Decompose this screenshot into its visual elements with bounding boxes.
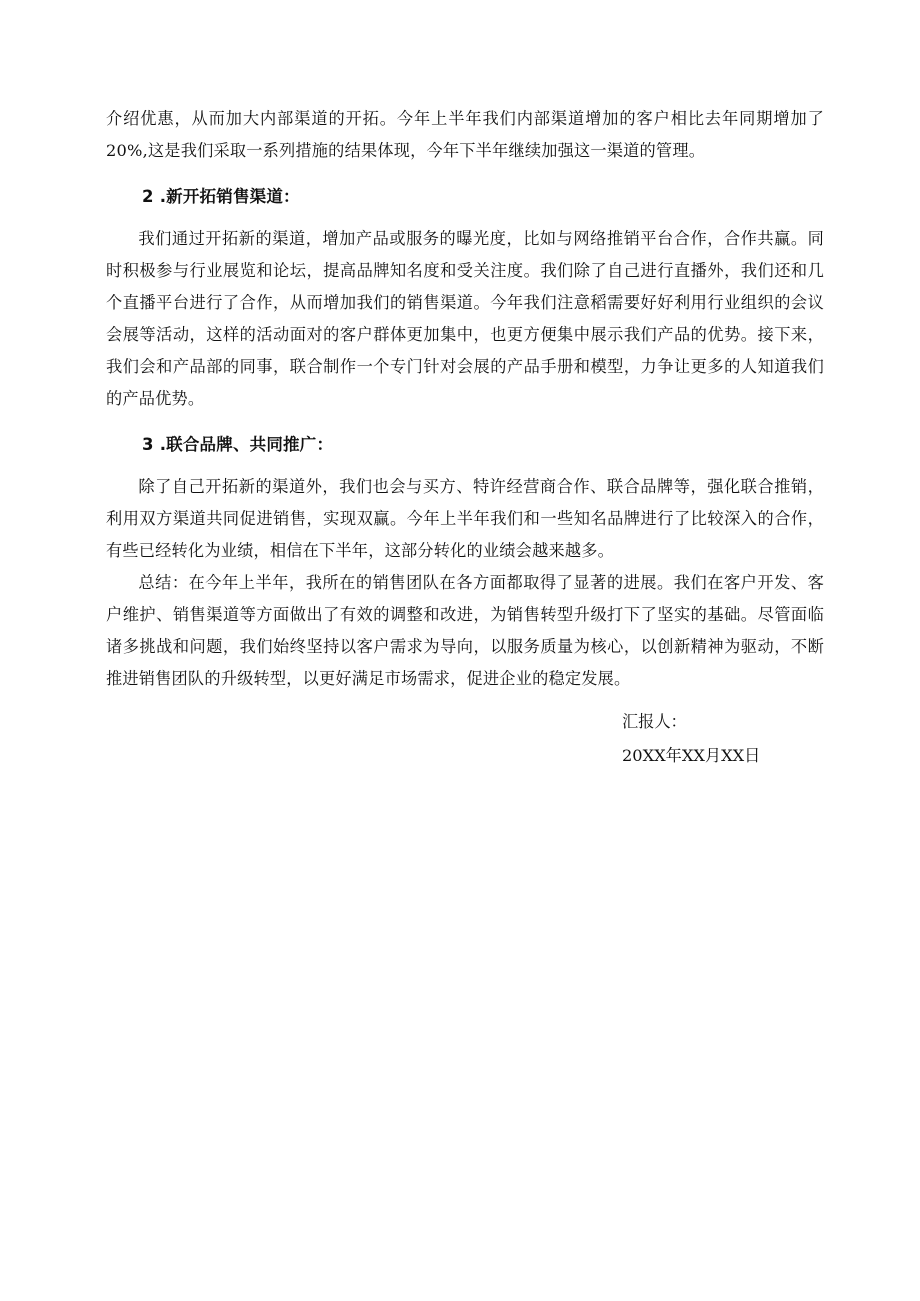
section-paragraph: 除了自己开拓新的渠道外，我们也会与买方、特许经营商合作、联合品牌等，强化联合推销，利用双方渠道共同促进销售，实现双赢。今年上半年我们和一些知名品牌进行了比较深入的合作，有些已经转化为业绩，相信在下半年，这部分转化的业绩会越来越多。 — [106, 477, 824, 560]
intro-paragraph: 介绍优惠，从而加大内部渠道的开拓。今年上半年我们内部渠道增加的客户相比去年同期增加了20%,这是我们采取一系列措施的结果体现，今年下半年继续加强这一渠道的管理。 — [106, 109, 824, 160]
section-heading-joint-brand — [106, 429, 824, 461]
reporter-label: 汇报人： — [622, 712, 687, 731]
report-date: 20XX年XX月XX日 — [622, 746, 761, 765]
document-body — [106, 103, 824, 695]
section-paragraph: 我们通过开拓新的渠道，增加产品或服务的曝光度，比如与网络推销平台合作，合作共赢。同时积极参与行业展览和论坛，提高品牌知名度和受关注度。我们除了自己进行直播外，我们还和几个直播平台进行了合作，从而增加我们的销售渠道。今年我们注意稻需要好好利用行业组织的会议会展等活动，这样的活动面对的客户群体更加集中，也更方便集中展示我们产品的优势。接下来，我们会和产品部的同事，联合制作一个专门针对会展的产品手册和模型，力争让更多的人知道我们的产品优势。 — [106, 229, 824, 408]
summary-paragraph: 总结：在今年上半年，我所在的销售团队在各方面都取得了显著的进展。我们在客户开发、客户维护、销售渠道等方面做出了有效的调整和改进，为销售转型升级打下了坚实的基础。尽管面临诸多挑战和问题，我们始终坚持以客户需求为导向，以服务质量为核心，以创新精神为驱动，不断推进销售团队的升级转型，以更好满足市场需求，促进企业的稳定发展。 — [106, 573, 824, 688]
section-number: 3 — [142, 435, 154, 454]
section-heading-new-channels — [106, 181, 824, 213]
section-title: .联合品牌、共同推广： — [159, 435, 334, 454]
section-title: .新开拓销售渠道： — [159, 187, 300, 206]
signature-block — [622, 705, 760, 773]
section-number: 2 — [142, 187, 154, 206]
